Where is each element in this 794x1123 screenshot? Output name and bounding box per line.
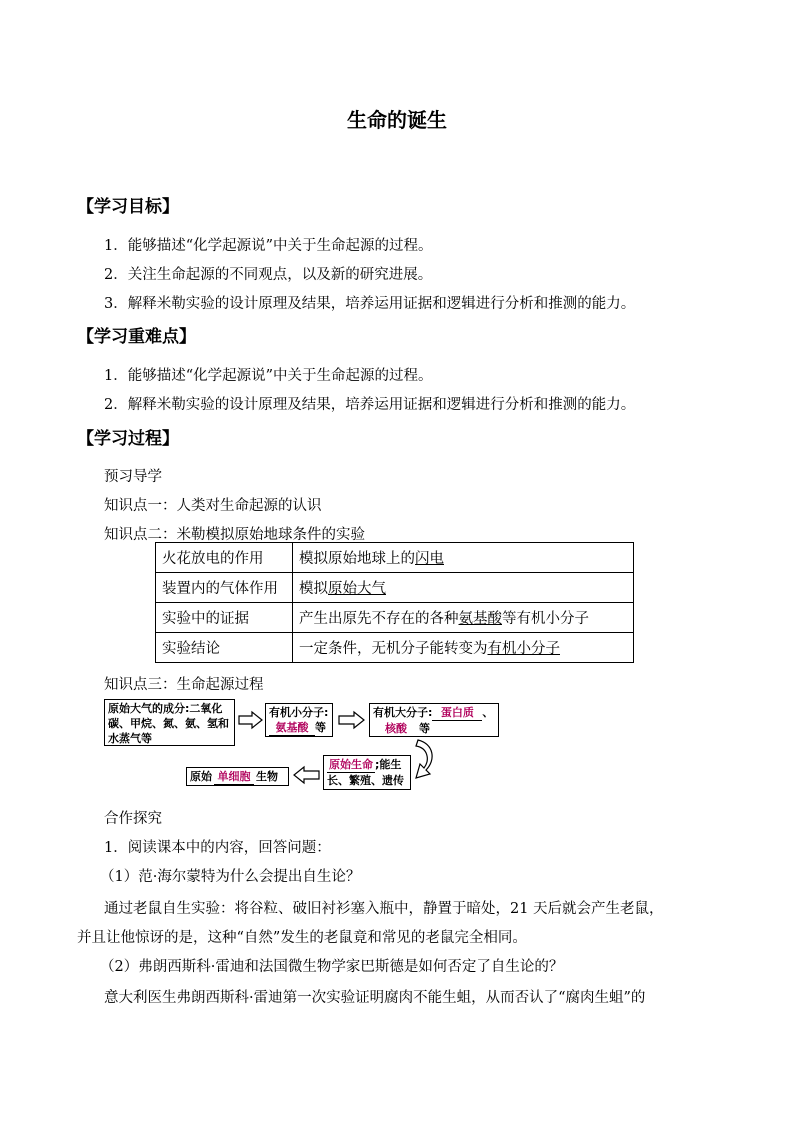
cell-answer: 氨基酸 <box>458 611 502 627</box>
knowledge-point-3: 知识点三：生命起源过程 <box>104 677 264 693</box>
box-label-post: ;能生长、繁殖、遗传 <box>327 758 404 787</box>
table-cell-value <box>293 633 634 663</box>
question-1: 1．阅读课本中的内容，回答问题： <box>104 840 331 856</box>
box-label-post: 等 <box>315 721 326 734</box>
box-label-post: 等 <box>419 722 430 735</box>
table-cell-value <box>293 603 634 633</box>
table-row <box>156 573 634 603</box>
goal-item-3: 3．解释米勒实验的设计原理及结果，培养运用证据和逻辑进行分析和推测的能力。 <box>104 296 636 312</box>
question-1a: （1）范·海尔蒙特为什么会提出自生论？ <box>100 869 361 885</box>
key-point-item-1: 1．能够描述“化学起源说”中关于生命起源的过程。 <box>104 368 433 384</box>
cell-answer: 闪电 <box>415 551 444 567</box>
cell-text: 模拟 <box>299 581 328 597</box>
knowledge-point-1: 知识点一：人类对生命起源的认识 <box>104 498 322 514</box>
box-answer-nucleic-acid: 核酸 <box>373 721 419 737</box>
answer-1b-line-1: 意大利医生弗朗西斯科·雷迪第一次实验证明腐肉不能生蛆，从而否认了“腐肉生蛆”的 <box>104 990 646 1006</box>
table-cell-value <box>293 573 634 603</box>
cell-answer: 原始大气 <box>328 581 386 597</box>
arrow-right-icon <box>338 710 366 730</box>
goal-item-2: 2．关注生命起源的不同观点，以及新的研究进展。 <box>104 267 433 283</box>
table-cell-label: 装置内的气体作用 <box>156 573 293 603</box>
diagram-box-small-molecules <box>265 703 333 737</box>
arrow-left-icon <box>292 765 320 785</box>
arrow-right-icon <box>238 710 264 730</box>
box-label-post: 生物 <box>256 770 278 783</box>
cell-text: 模拟原始地球上的 <box>299 551 415 567</box>
diagram-box-large-molecules: 有机大分子: 蛋白质 、 核酸 等 <box>369 703 499 737</box>
table-row <box>156 543 634 573</box>
answer-1a-line-1: 通过老鼠自生实验：将谷粒、破旧衬衫塞入瓶中，静置于暗处，21 天后就会产生老鼠， <box>104 901 664 917</box>
cell-text: 产生出原先不存在的各种 <box>299 611 459 627</box>
box-label: 有机小分子: <box>269 706 329 719</box>
cell-answer: 有机小分子 <box>487 641 560 657</box>
diagram-box-primitive-life <box>323 755 411 790</box>
box-answer: 氨基酸 <box>269 720 315 736</box>
cell-text: 一定条件，无机分子能转变为 <box>299 641 488 657</box>
goal-item-1: 1．能够描述“化学起源说”中关于生命起源的过程。 <box>104 238 433 254</box>
table-cell-label: 实验中的证据 <box>156 603 293 633</box>
page-title: 生命的诞生 <box>347 108 447 132</box>
curved-arrow-icon <box>414 738 436 786</box>
miller-experiment-table <box>155 542 634 663</box>
box-label: 原始 <box>190 770 212 783</box>
box-answer: 原始生命 <box>329 758 373 771</box>
key-point-item-2: 2．解释米勒实验的设计原理及结果，培养运用证据和逻辑进行分析和推测的能力。 <box>104 397 636 413</box>
diagram-box-single-cell <box>186 767 289 786</box>
box-answer: 单细胞 <box>214 769 254 785</box>
table-cell-label: 实验结论 <box>156 633 293 663</box>
section-heading-key-points: 【学习重难点】 <box>77 327 196 347</box>
table-cell-value <box>293 543 634 573</box>
box-answer-protein: 蛋白质 <box>432 705 482 721</box>
preview-label: 预习导学 <box>104 469 162 485</box>
table-cell-label: 火花放电的作用 <box>156 543 293 573</box>
diagram-box-atmosphere: 原始大气的成分:二氧化碳、甲烷、氮、氨、氢和水蒸气等 <box>104 699 235 746</box>
section-heading-process: 【学习过程】 <box>77 429 179 449</box>
cell-text-post: 等有机小分子 <box>502 611 589 627</box>
table-row <box>156 633 634 663</box>
question-1b: （2）弗朗西斯科·雷迪和法国微生物学家巴斯德是如何否定了自生论的？ <box>100 959 564 975</box>
box-label: 有机大分子: <box>373 706 433 719</box>
table-row <box>156 603 634 633</box>
section-heading-goals: 【学习目标】 <box>77 197 179 217</box>
cooperation-label: 合作探究 <box>104 811 162 827</box>
knowledge-point-2: 知识点二：米勒模拟原始地球条件的实验 <box>104 527 365 543</box>
answer-1a-line-2: 并且让他惊讶的是，这种“自然”发生的老鼠竟和常见的老鼠完全相同。 <box>77 930 527 946</box>
